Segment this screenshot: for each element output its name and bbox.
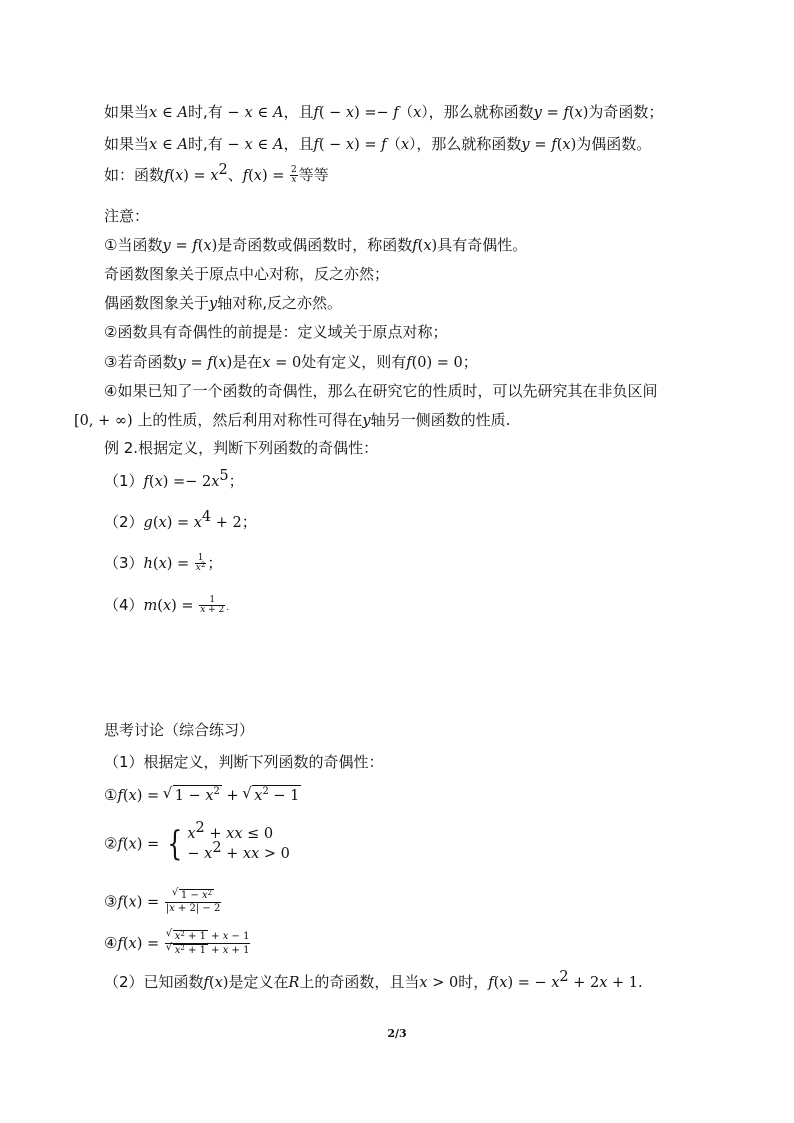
example-2-item-2: $(2)g(x) = x^4 + 2$； — [104, 509, 257, 531]
item-mark: ③ — [104, 892, 118, 911]
note-3: 偶函数图象关于y轴对称,反之亦然。 — [104, 294, 342, 312]
text: 如果当 — [104, 135, 150, 153]
piecewise-cases: $x^2$ + xx ≤ 0 − $x^2$ + xx > 0 — [187, 820, 290, 862]
text: 等等 — [298, 166, 329, 184]
exercise-4: ④f(x) = √ $x^2 + 1 + x - 1$ √ $x^2 + 1 + x + 1$ — [104, 930, 251, 957]
fraction: $\frac{2}{x}$ — [290, 165, 297, 185]
text: 为偶函数。 — [576, 135, 652, 153]
example-2-title: 例 2.根据定义，判断下列函数的奇偶性： — [104, 439, 379, 457]
even-function-definition: 如果当x ∈ A时,有 − x ∈ A，且f( − x) = f（x），那么就称函数y = f(x)为偶函数。 — [104, 135, 652, 153]
fraction: √ $x^2 + 1 + x - 1$ √ $x^2 + 1 + x + 1$ — [165, 930, 251, 957]
text: ，且 — [283, 135, 314, 153]
text: ，且 — [283, 103, 314, 121]
discussion-question-2: （2）已知函数f(x)是定义在R上的奇函数，且当x > 0时，f(x) = − $x^2 + 2x + 1$. — [104, 969, 643, 991]
text: ①当函数 — [104, 236, 163, 254]
odd-function-definition: 如果当x ∈ A时,有 − x ∈ A，且f( − x) =− f（x），那么就称函数y = f(x)为奇函数； — [104, 103, 664, 121]
notes-title: 注意： — [104, 207, 150, 225]
note-7: [0, + ∞) 上的性质，然后利用对称性可得在y轴另一侧函数的性质. — [74, 411, 511, 429]
note-2: 奇函数图象关于原点中心对称，反之亦然； — [104, 265, 390, 283]
text: 轴另一侧函数的性质. — [370, 411, 511, 429]
item-mark: ④ — [104, 934, 118, 952]
discussion-question-1: （1）根据定义，判断下列函数的奇偶性： — [104, 753, 384, 771]
text: 偶函数图象关于 — [104, 294, 210, 312]
text: （2）已知函数 — [104, 973, 204, 991]
text: 、 — [227, 166, 243, 184]
example-2-item-1: $(1)f(x) =- 2x^5$； — [104, 468, 244, 490]
exercise-1: ①f(x) = √ $1 - x^2$ + √ $x^2 - 1$ — [104, 785, 301, 806]
text: ； — [462, 353, 478, 371]
discussion-title: 思考讨论（综合练习） — [104, 721, 255, 739]
fraction: √ $\frac{1 - x^2}{|x + 2| - 2}$ — [165, 889, 222, 915]
item-number: （4） — [104, 596, 144, 614]
text: ，那么就称函数 — [416, 135, 522, 153]
note-4: ②函数具有奇偶性的前提是：定义域关于原点对称； — [104, 323, 448, 341]
text: 如果当 — [104, 103, 150, 121]
text: 时， — [458, 973, 489, 991]
note-5: ③若奇函数y = f(x)是在x = 0处有定义，则有f(0) = 0； — [104, 353, 478, 371]
text: 上的奇函数，且当 — [299, 973, 420, 991]
fraction: $\frac{1}{x + 2}$ — [200, 595, 225, 615]
page-number: 2/3 — [387, 1027, 407, 1040]
exercise-2: ②f(x) = { $x^2$ + xx ≤ 0 − $x^2$ + xx > 0 — [104, 820, 290, 864]
text: 上的性质，然后利用对称性可得在 — [137, 411, 363, 429]
note-1: ①当函数y = f(x)是奇函数或偶函数时，称函数f(x)具有奇偶性。 — [104, 236, 528, 254]
text: ③若奇函数 — [104, 353, 178, 371]
example-2-item-3: （3）h(x) = $\frac{1}{x^2}$ ； — [104, 553, 223, 573]
item-number: （2） — [104, 513, 144, 531]
item-mark: ② — [104, 834, 118, 853]
text: 时,有 — [187, 103, 223, 121]
function-examples: 如：函数$f(x) = x^2$、f(x) = $\frac{2}{x}$ 等等 — [104, 162, 329, 185]
interval: [0, + ∞) — [74, 413, 133, 429]
text: 轴对称,反之亦然。 — [217, 294, 342, 312]
item-number: （3） — [104, 554, 144, 572]
text: ，那么就称函数 — [428, 103, 534, 121]
text: 处有定义，则有 — [301, 353, 407, 371]
text: 是奇函数或偶函数时，称函数 — [217, 236, 413, 254]
example-2-item-4: （4）m(x) = $\frac{1}{x + 2}$ . — [104, 595, 230, 615]
exercise-3: ③f(x) = √ $\frac{1 - x^2}{|x + 2| - 2}$ — [104, 889, 222, 915]
item-mark: ① — [104, 786, 118, 804]
text: 时,有 — [187, 135, 223, 153]
text: 如：函数 — [104, 166, 165, 184]
text: 为奇函数； — [588, 103, 664, 121]
text: 是定义在 — [228, 973, 289, 991]
text: 具有奇偶性。 — [437, 236, 528, 254]
fraction: $\frac{1}{x^2}$ — [195, 553, 206, 573]
item-number: （1） — [104, 472, 144, 490]
note-6: ④如果已知了一个函数的奇偶性，那么在研究它的性质时，可以先研究其在非负区间 — [104, 382, 658, 400]
text: 是在 — [232, 353, 263, 371]
